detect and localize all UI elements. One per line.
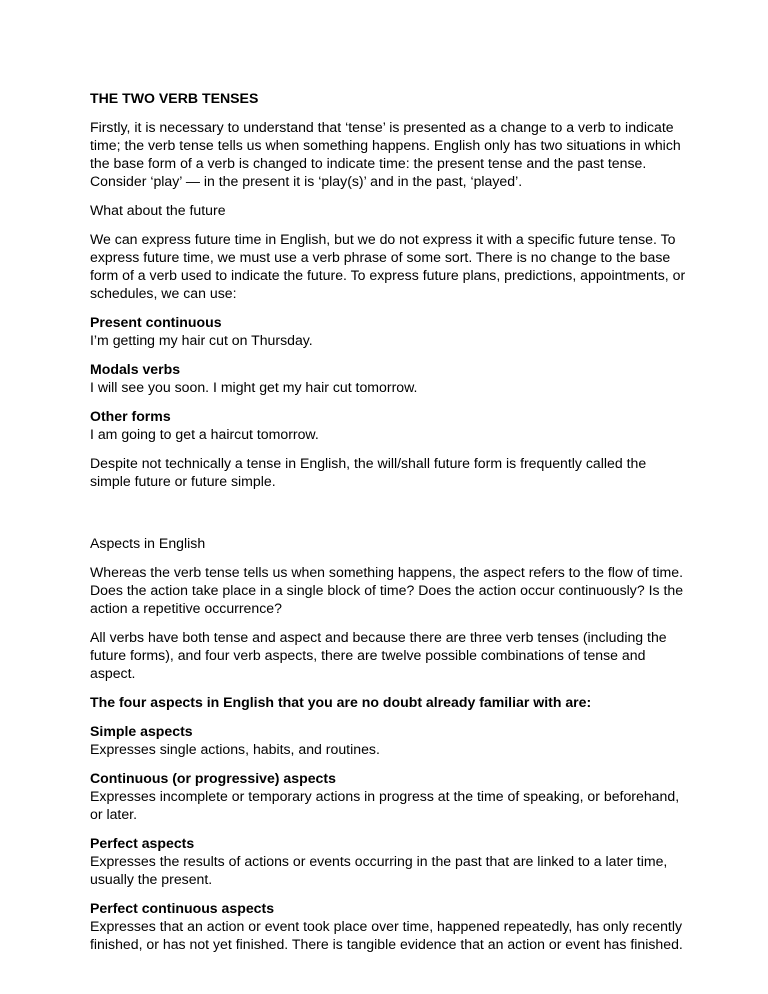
future-form-title: Modals verbs — [90, 361, 181, 377]
aspects-body-paragraph: All verbs have both tense and aspect and because there are three verb tenses (including the future forms), and four verb aspects, there are twelve possible combinations of tense and aspect. — [90, 629, 667, 681]
future-form-example: I’m getting my hair cut on Thursday. — [90, 332, 313, 348]
future-note-paragraph: Despite not technically a tense in English, the will/shall future form is frequently called the simple future or future simple. — [90, 455, 647, 489]
intro-paragraph: Firstly, it is necessary to understand that ‘tense’ is presented as a change to a verb to indicate time; the verb tense tells us when something happens. English only has two situations in which the base form of a verb is changed to indicate time: the present tense and the past tense. Consider ‘play’ — in the present it is ‘play(s)’ and in the past, ‘played’. — [90, 119, 681, 189]
aspect-body: Expresses single actions, habits, and routines. — [90, 741, 380, 757]
document-page — [90, 89, 690, 964]
future-form-item — [90, 407, 690, 443]
aspect-item — [90, 769, 690, 823]
future-form-title: Present continuous — [90, 314, 222, 330]
aspects-lead: The four aspects in English that you are no doubt already familiar with are: — [90, 694, 592, 710]
aspect-title: Perfect continuous aspects — [90, 900, 275, 916]
aspect-title: Simple aspects — [90, 723, 193, 739]
aspects-heading: Aspects in English — [90, 535, 206, 551]
future-body-paragraph: We can express future time in English, but we do not express it with a specific future tense. To express future time, we must use a verb phrase of some sort. There is no change to the base form of a verb used to indicate the future. To express future plans, predictions, appointments, or schedules, we can use: — [90, 231, 686, 301]
section-spacer — [90, 501, 690, 534]
aspect-body: Expresses the results of actions or events occurring in the past that are linked to a later time, usually the present. — [90, 853, 668, 887]
future-form-item — [90, 360, 690, 396]
aspect-body: Expresses incomplete or temporary actions in progress at the time of speaking, or beforehand, or later. — [90, 788, 680, 822]
future-form-item — [90, 313, 690, 349]
aspect-item — [90, 722, 690, 758]
aspect-title: Continuous (or progressive) aspects — [90, 770, 336, 786]
aspects-body-paragraph: Whereas the verb tense tells us when something happens, the aspect refers to the flow of time. Does the action take place in a single block of time? Does the action occur continuously? Is the action a repetitive occurrence? — [90, 564, 684, 616]
future-heading: What about the future — [90, 202, 226, 218]
future-form-example: I will see you soon. I might get my hair cut tomorrow. — [90, 379, 418, 395]
future-form-title: Other forms — [90, 408, 171, 424]
aspect-item — [90, 899, 690, 953]
document-title: THE TWO VERB TENSES — [90, 90, 259, 106]
aspect-body: Expresses that an action or event took place over time, happened repeatedly, has only recently finished, or has not yet finished. There is tangible evidence that an action or event has finished. — [90, 918, 683, 952]
aspect-title: Perfect aspects — [90, 835, 195, 851]
aspect-item — [90, 834, 690, 888]
future-form-example: I am going to get a haircut tomorrow. — [90, 426, 319, 442]
